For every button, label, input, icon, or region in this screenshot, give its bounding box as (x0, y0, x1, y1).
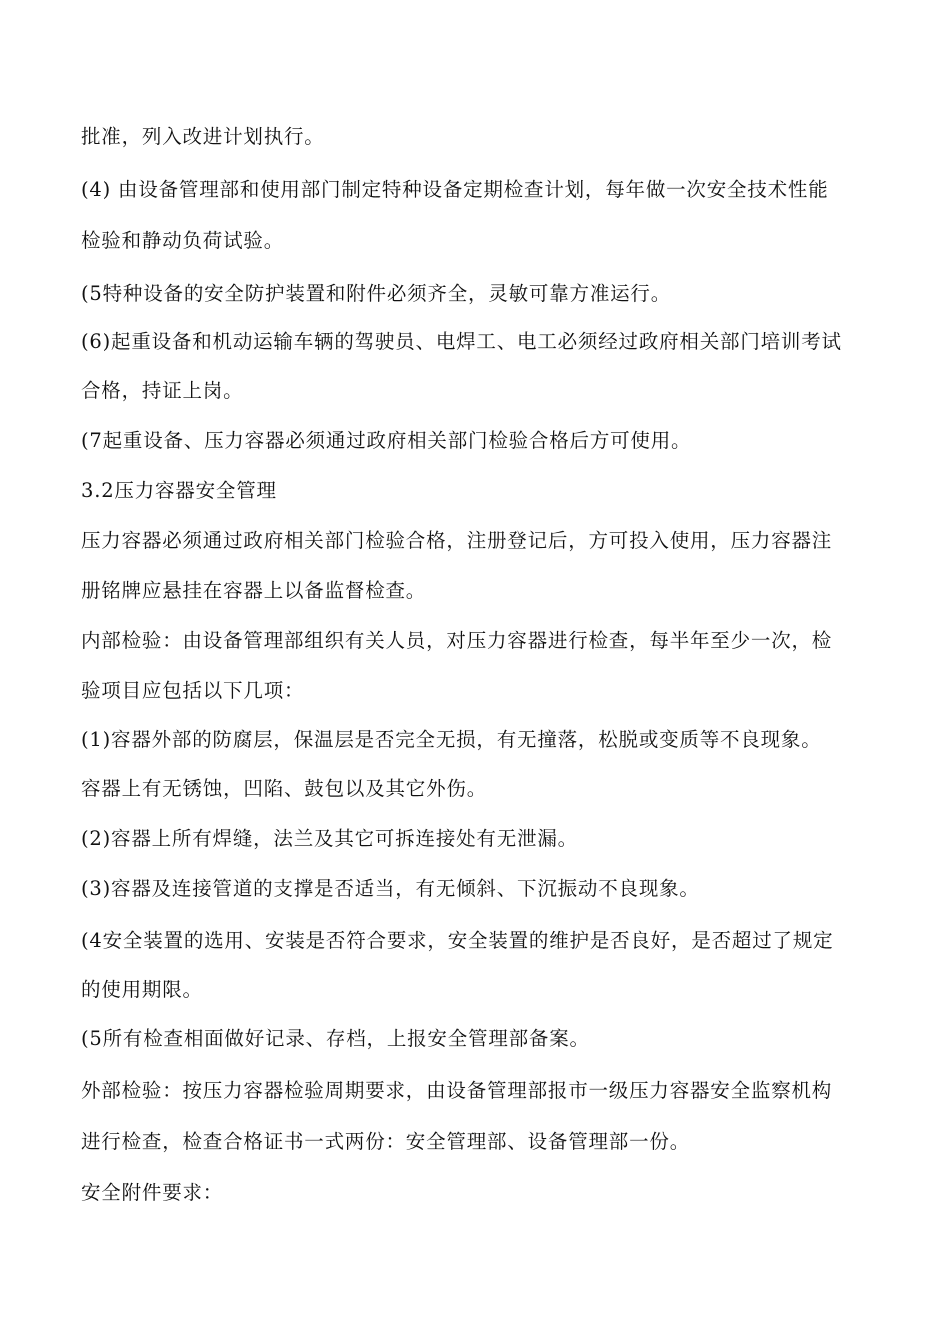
text-line: 安全附件要求： (81, 1181, 224, 1204)
section-heading: 3.2压力容器安全管理 (81, 479, 277, 502)
text-line: (2)容器上所有焊缝，法兰及其它可拆连接处有无泄漏。 (81, 827, 578, 850)
text-line: (5特种设备的安全防护装置和附件必须齐全，灵敏可靠方准运行。 (81, 282, 672, 305)
text-line: 进行检查，检查合格证书一式两份：安全管理部、设备管理部一份。 (81, 1130, 691, 1153)
text-line: 压力容器必须通过政府相关部门检验合格，注册登记后，方可投入使用，压力容器注 (81, 529, 833, 552)
text-line: (1)容器外部的防腐层，保温层是否完全无损，有无撞落，松脱或变质等不良现象。 (81, 728, 822, 751)
text-line: 合格，持证上岗。 (81, 379, 244, 402)
text-line: (6)起重设备和机动运输车辆的驾驶员、电焊工、电工必须经过政府相关部门培训考试 (81, 330, 842, 353)
text-line: (4安全装置的选用、安装是否符合要求，安全装置的维护是否良好，是否超过了规定 (81, 929, 834, 952)
text-line: 的使用期限。 (81, 978, 203, 1001)
text-line: 批准，列入改进计划执行。 (81, 125, 325, 148)
text-line: 容器上有无锈蚀，凹陷、鼓包以及其它外伤。 (81, 777, 488, 800)
text-line: 册铭牌应悬挂在容器上以备监督检查。 (81, 579, 427, 602)
text-line: 检验和静动负荷试验。 (81, 229, 285, 252)
text-line: (4) 由设备管理部和使用部门制定特种设备定期检查计划，每年做一次安全技术性能 (81, 178, 829, 201)
text-line: (7起重设备、压力容器必须通过政府相关部门检验合格后方可使用。 (81, 429, 692, 452)
text-line: 内部检验：由设备管理部组织有关人员，对压力容器进行检查，每半年至少一次，检 (81, 629, 833, 652)
text-line: 验项目应包括以下几项： (81, 679, 305, 702)
text-line: (3)容器及连接管道的支撑是否适当，有无倾斜、下沉振动不良现象。 (81, 877, 700, 900)
text-line: (5所有检查相面做好记录、存档，上报安全管理部备案。 (81, 1027, 590, 1050)
text-line: 外部检验：按压力容器检验周期要求，由设备管理部报市一级压力容器安全监察机构 (81, 1079, 833, 1102)
